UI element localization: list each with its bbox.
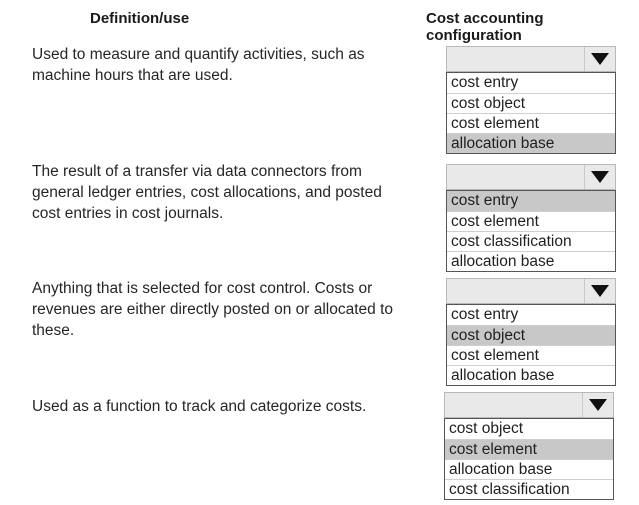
dropdown-3-header[interactable]: [446, 278, 616, 304]
definition-text-2: The result of a transfer via data connectors from general ledger entries, cost allocations, and posted cost entries in cost journals.: [32, 163, 382, 222]
definition-text-3: Anything that is selected for cost control. Costs or revenues are either directly posted on or allocated to these.: [32, 280, 394, 339]
chevron-down-icon[interactable]: [584, 47, 615, 71]
dropdown-1[interactable]: [446, 46, 616, 154]
dropdown-option[interactable]: cost element: [447, 113, 615, 133]
dropdown-option[interactable]: allocation base: [447, 251, 615, 271]
config-header: Cost accounting configuration: [426, 10, 544, 44]
chevron-down-icon[interactable]: [582, 393, 613, 417]
dropdown-3[interactable]: [446, 278, 616, 386]
dropdown-option-selected[interactable]: allocation base: [447, 133, 615, 153]
dropdown-3-list: [446, 304, 616, 386]
dropdown-2[interactable]: [446, 164, 616, 272]
dropdown-2-list: [446, 190, 616, 272]
definition-header: Definition/use: [90, 10, 190, 27]
dropdown-option-selected[interactable]: cost entry: [447, 191, 615, 211]
dropdown-option[interactable]: cost object: [449, 420, 524, 437]
dropdown-1-header[interactable]: [446, 46, 616, 72]
dropdown-4[interactable]: [444, 392, 614, 500]
dropdown-option[interactable]: cost object: [447, 93, 615, 113]
dropdown-2-header[interactable]: [446, 164, 616, 190]
dropdown-option[interactable]: cost classification: [447, 231, 615, 251]
dropdown-option[interactable]: cost entry: [451, 306, 519, 323]
definition-text-1: Used to measure and quantify activities, such as machine hours that are used.: [32, 46, 365, 84]
dropdown-option[interactable]: cost element: [447, 211, 615, 231]
dropdown-option[interactable]: cost element: [447, 345, 615, 365]
dropdown-option-selected[interactable]: cost element: [445, 439, 613, 459]
dropdown-1-list: [446, 72, 616, 154]
chevron-down-icon[interactable]: [584, 279, 615, 303]
dropdown-option[interactable]: cost classification: [445, 479, 613, 499]
dropdown-4-header[interactable]: [444, 392, 614, 418]
dropdown-option-selected[interactable]: cost object: [447, 325, 615, 345]
chevron-down-icon[interactable]: [584, 165, 615, 189]
definition-text-4: Used as a function to track and categorize costs.: [32, 398, 367, 415]
dropdown-option[interactable]: cost entry: [451, 74, 519, 91]
dropdown-option[interactable]: allocation base: [445, 459, 613, 479]
dropdown-option[interactable]: allocation base: [447, 365, 615, 385]
dropdown-4-list: [444, 418, 614, 500]
